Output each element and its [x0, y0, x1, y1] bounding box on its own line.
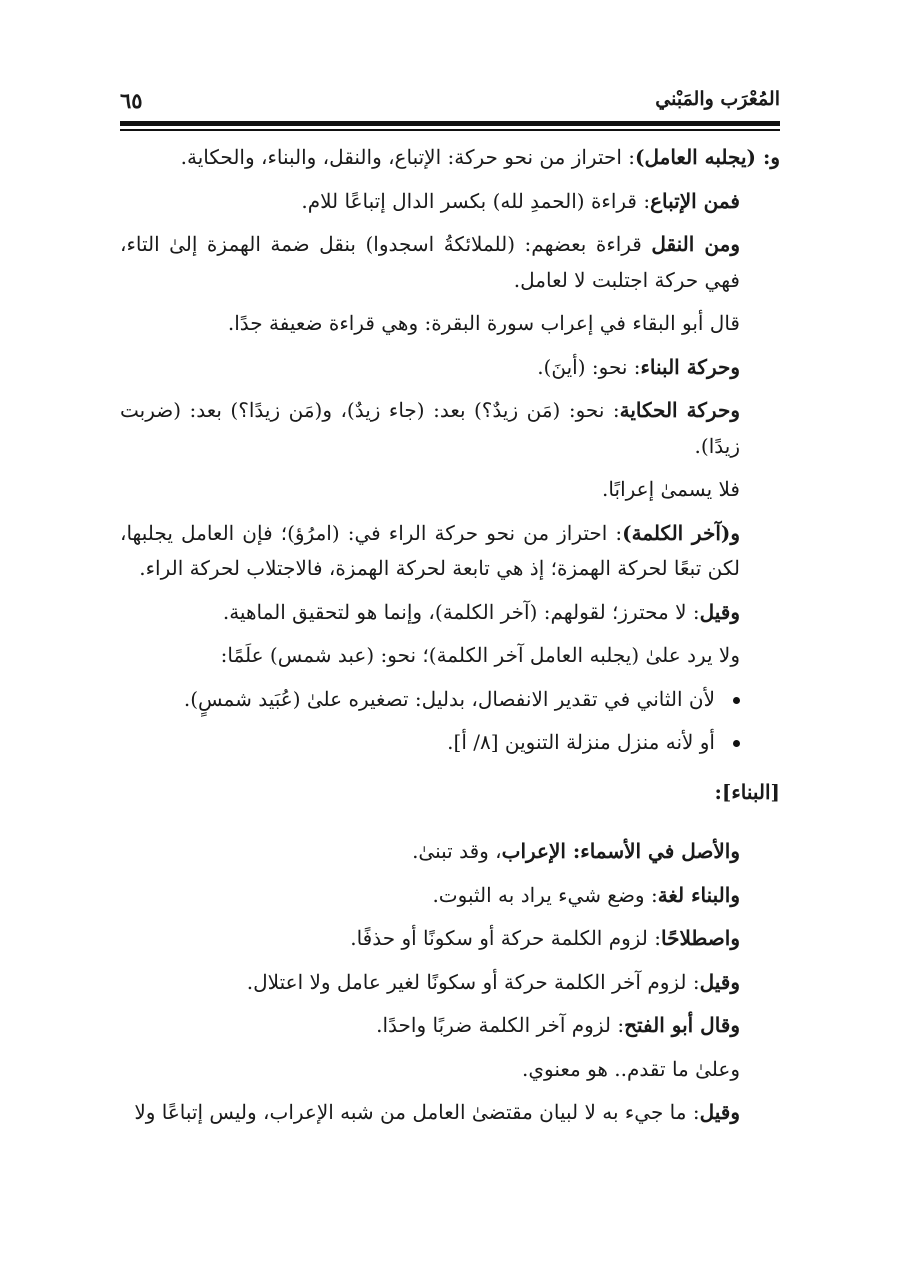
- section-heading: [البناء]:: [714, 779, 780, 804]
- paragraph: [120, 516, 780, 587]
- bold-term: وقيل: [699, 599, 740, 624]
- paragraph: [120, 140, 780, 176]
- bold-term: والأصل في الأسماء: الإعراب: [501, 839, 740, 863]
- paragraph-text: : وضع شيء يراد به الثبوت.: [432, 882, 658, 907]
- paragraph-text: : لزوم آخر الكلمة ضربًا واحدًا.: [376, 1013, 625, 1037]
- page-header: [120, 84, 780, 120]
- bold-term: واصطلاحًا: [661, 926, 740, 950]
- paragraph: وعلىٰ ما تقدم.. هو معنوي.: [521, 1056, 740, 1081]
- bold-term: و(آخر الكلمة): [622, 520, 740, 545]
- paragraph: [120, 227, 780, 298]
- bold-term: ومن النقل: [651, 232, 740, 256]
- paragraph: [120, 393, 780, 464]
- list-item-text: لأن الثاني في تقدير الانفصال، بدليل: تصغيره علىٰ (عُبَيد شمسٍ).: [183, 686, 715, 711]
- paragraph-text: قراءة بعضهم: (للملائكةُ اسجدوا) بنقل ضمة الهمزة إلىٰ التاء، فهي حركة اجتلبت لا لعامل.: [120, 232, 740, 292]
- paragraph-text: : نحو: (مَن زيدٌ؟) بعد: (جاء زيدٌ)، و(مَن زيدًا؟) بعد: (ضربت زيدًا).: [120, 398, 740, 458]
- bold-term: و: (يجلبه العامل): [635, 145, 780, 169]
- paragraph-text: : احتراز من نحو حركة الراء في: (امرُؤ)؛ فإن العامل يجلبها، لكن تبعًا لحركة الهمزة؛ إذ هي تابعة لحركة الهمزة، فالاجتلاب لحركة الراء.: [120, 520, 740, 580]
- paragraph: ولا يرد علىٰ (يجلبه العامل آخر الكلمة)؛ نحو: (عبد شمس) علَمًا:: [220, 643, 740, 667]
- list-item: [120, 682, 780, 718]
- paragraph-text: : قراءة (الحمدِ لله) بكسر الدال إتباعًا للام.: [301, 188, 651, 213]
- paragraph-text: : لزوم الكلمة حركة أو سكونًا أو حذفًا.: [350, 926, 661, 950]
- paragraph-text: : ما جيء به لا لبيان مقتضىٰ العامل من شبه الإعراب، وليس إتباعًا ولا: [134, 1100, 700, 1124]
- bullet-icon: [733, 697, 740, 704]
- paragraph: قال أبو البقاء في إعراب سورة البقرة: وهي قراءة ضعيفة جدًا.: [227, 311, 740, 335]
- paragraph-text: : احتراز من نحو حركة: الإتباع، والنقل، والبناء، والحكاية.: [180, 145, 635, 169]
- bullet-list: [120, 682, 780, 761]
- paragraph-text: : لزوم آخر الكلمة حركة أو سكونًا لغير عامل ولا اعتلال.: [246, 969, 700, 994]
- running-title: المُعْرَب والمَبْني: [655, 88, 780, 110]
- bold-term: وحركة الحكاية: [619, 398, 740, 422]
- bold-term: وحركة البناء: [640, 354, 740, 379]
- bold-term: وقال أبو الفتح: [624, 1013, 740, 1037]
- list-item: [120, 725, 780, 761]
- paragraph: [120, 350, 780, 386]
- bold-term: والبناء لغة: [657, 882, 740, 907]
- header-rule-thick: [120, 121, 780, 126]
- header-rule-thin: [120, 129, 780, 131]
- paragraph: [120, 878, 780, 914]
- page-body: [120, 140, 780, 1139]
- bold-term: وقيل: [699, 969, 740, 994]
- paragraph-text: ، وقد تبنىٰ.: [412, 839, 502, 863]
- paragraph-text: : نحو: (أينَ).: [537, 354, 641, 379]
- paragraph: [120, 1095, 780, 1131]
- list-item-text: أو لأنه منزل منزلة التنوين [٨/ أ].: [447, 730, 715, 754]
- paragraph: [120, 1008, 780, 1044]
- paragraph: [120, 921, 780, 957]
- bold-term: فمن الإتباع: [650, 188, 740, 213]
- bold-term: وقيل: [699, 1100, 740, 1124]
- paragraph: [120, 184, 780, 220]
- paragraph: [120, 595, 780, 631]
- bullet-icon: [733, 740, 740, 747]
- page-number: ٦٥: [120, 88, 143, 113]
- paragraph: فلا يسمىٰ إعرابًا.: [602, 477, 740, 501]
- paragraph: [120, 965, 780, 1001]
- paragraph: [120, 834, 780, 870]
- paragraph-text: : لا محترز؛ لقولهم: (آخر الكلمة)، وإنما هو لتحقيق الماهية.: [222, 599, 700, 624]
